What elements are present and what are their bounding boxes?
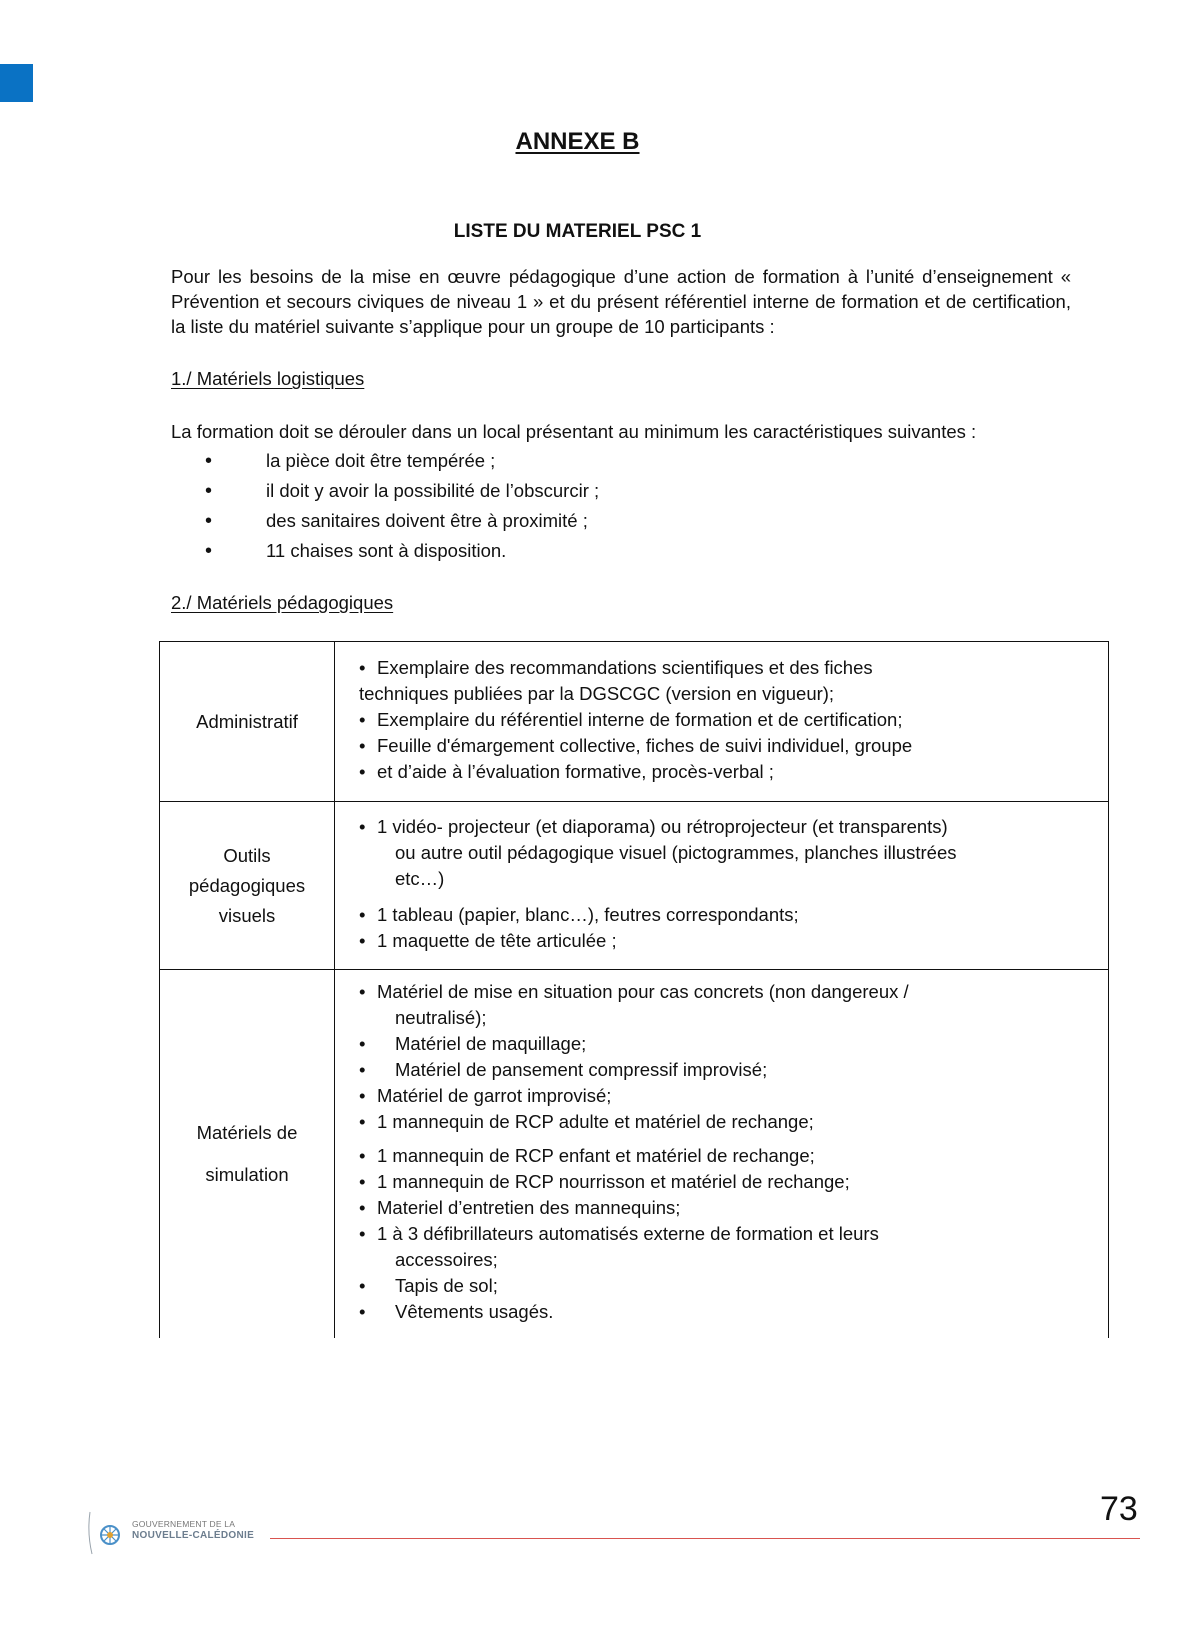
list-item: • 1 mannequin de RCP adulte et matériel de rechange; [377, 1109, 1100, 1135]
bullet-icon: • [359, 1274, 366, 1296]
list-item: • Matériel de maquillage; [377, 1031, 1100, 1057]
list-item: • Matériel de garrot improvisé; [377, 1083, 1100, 1109]
items-cell: • Matériel de mise en situation pour cas concrets (non dangereux / neutralisé); • Matériel de maquillage; • Matériel de pansement compressif improvisé; • Matériel de garrot improvisé; • 1 mannequin de RCP adulte et matériel de rechange; • 1 mannequin de RCP enfant et matériel de rechange; • 1 mannequin de RCP nourrisson et matériel de rechange; • Materiel d’entretien des mannequins; • 1 à 3 défibrillateurs automatisés externe de formation et leurs accessoires; • Tapis de sol; • Vêtements usagés. [335, 970, 1109, 1338]
government-logo [86, 1508, 256, 1558]
bullet-icon: • [359, 1032, 366, 1054]
bullet-icon: • [359, 760, 366, 782]
category-label: Matériels de [196, 1121, 298, 1143]
list-item: • des sanitaires doivent être à proximité ; [171, 506, 599, 536]
bullet-icon: • [359, 1110, 366, 1132]
footer-rule [270, 1538, 1140, 1539]
page-corner-tab [0, 64, 33, 102]
section-2-heading: 2./ Matériels pédagogiques [171, 592, 394, 613]
bullet-icon: • [205, 480, 213, 502]
table-row [160, 642, 1109, 802]
page-number: 73 [1100, 1490, 1138, 1528]
logistics-list [171, 446, 599, 566]
category-cell: Outils pédagogiques visuels [160, 802, 335, 970]
items-cell: • 1 vidéo- projecteur (et diaporama) ou rétroprojecteur (et transparents) ou autre outil pédagogique visuel (pictogrammes, planches illustrées etc…) • 1 tableau (papier, blanc…), feutres correspondants; • 1 maquette de tête articulée ; [335, 802, 1109, 970]
bullet-icon: • [359, 1170, 366, 1192]
bullet-icon: • [359, 929, 366, 951]
list-item: • Feuille d'émargement collective, fiches de suivi individuel, groupe [377, 733, 1100, 759]
list-item: • Vêtements usagés. [377, 1299, 1100, 1325]
bullet-icon: • [205, 540, 213, 562]
table-row [160, 802, 1109, 970]
list-item: • 1 à 3 défibrillateurs automatisés externe de formation et leurs [377, 1221, 1100, 1247]
list-item: • Matériel de mise en situation pour cas concrets (non dangereux / [377, 979, 1100, 1005]
government-emblem-icon [86, 1508, 130, 1558]
list-item: • 1 vidéo- projecteur (et diaporama) ou rétroprojecteur (et transparents) [377, 814, 1100, 840]
list-title: LISTE DU MATERIEL PSC 1 [453, 221, 702, 242]
annex-title: ANNEXE B [515, 128, 640, 155]
bullet-icon: • [359, 1222, 366, 1244]
bullet-icon: • [359, 980, 366, 1002]
list-item: • Materiel d’entretien des mannequins; [377, 1195, 1100, 1221]
category-cell [160, 642, 335, 802]
materials-table [159, 641, 1109, 1338]
list-item: • 1 maquette de tête articulée ; [377, 928, 1100, 954]
list-item: • Tapis de sol; [377, 1273, 1100, 1299]
bullet-icon: • [205, 450, 213, 472]
bullet-icon: • [359, 708, 366, 730]
list-item: • 1 mannequin de RCP nourrisson et matériel de rechange; [377, 1169, 1100, 1195]
list-item: • Matériel de pansement compressif improvisé; [377, 1057, 1100, 1083]
bullet-icon: • [205, 510, 213, 532]
category-label: Outils [223, 844, 271, 866]
list-item: • 1 tableau (papier, blanc…), feutres correspondants; [377, 902, 1100, 928]
list-item: • 11 chaises sont à disposition. [171, 536, 599, 566]
bullet-icon: • [359, 1300, 366, 1322]
category-cell: Matériels de simulation [160, 970, 335, 1338]
bullet-icon: • [359, 734, 366, 756]
bullet-icon: • [359, 903, 366, 925]
table-row [160, 970, 1109, 1338]
section-1-heading: 1./ Matériels logistiques [171, 368, 365, 389]
bullet-icon: • [359, 1058, 366, 1080]
list-item: • 1 mannequin de RCP enfant et matériel de rechange; [377, 1143, 1100, 1169]
list-item: • Exemplaire des recommandations scientifiques et des fiches [377, 655, 1100, 681]
bullet-icon: • [359, 1196, 366, 1218]
list-item: • et d’aide à l’évaluation formative, procès-verbal ; [377, 759, 1100, 785]
logo-text-bottom: NOUVELLE-CALÉDONIE [132, 1530, 255, 1541]
section-1-lead: La formation doit se dérouler dans un local présentant au minimum les caractéristiques suivantes : [171, 421, 977, 442]
list-item: • la pièce doit être tempérée ; [171, 446, 599, 476]
bullet-icon: • [359, 815, 366, 837]
category-label: Administratif [196, 710, 298, 732]
bullet-icon: • [359, 1144, 366, 1166]
logo-text-top: GOUVERNEMENT DE LA [132, 1519, 236, 1529]
list-item: • Exemplaire du référentiel interne de formation et de certification; [377, 707, 1100, 733]
intro-paragraph: Pour les besoins de la mise en œuvre pédagogique d’une action de formation à l’unité d’enseignement « Prévention et secours civiques de niveau 1 » et du présent référentiel interne de formation et de certification, la liste du matériel suivante s’applique pour un groupe de 10 participants : [171, 266, 1071, 337]
bullet-icon: • [359, 656, 366, 678]
items-cell: • Exemplaire des recommandations scientifiques et des fiches techniques publiées par la DGSCGC (version en vigueur); • Exemplaire du référentiel interne de formation et de certification; • Feuille d'émargement collective, fiches de suivi individuel, groupe • et d’aide à l’évaluation formative, procès-verbal ; [335, 642, 1109, 802]
bullet-icon: • [359, 1084, 366, 1106]
list-item: • il doit y avoir la possibilité de l’obscurcir ; [171, 476, 599, 506]
